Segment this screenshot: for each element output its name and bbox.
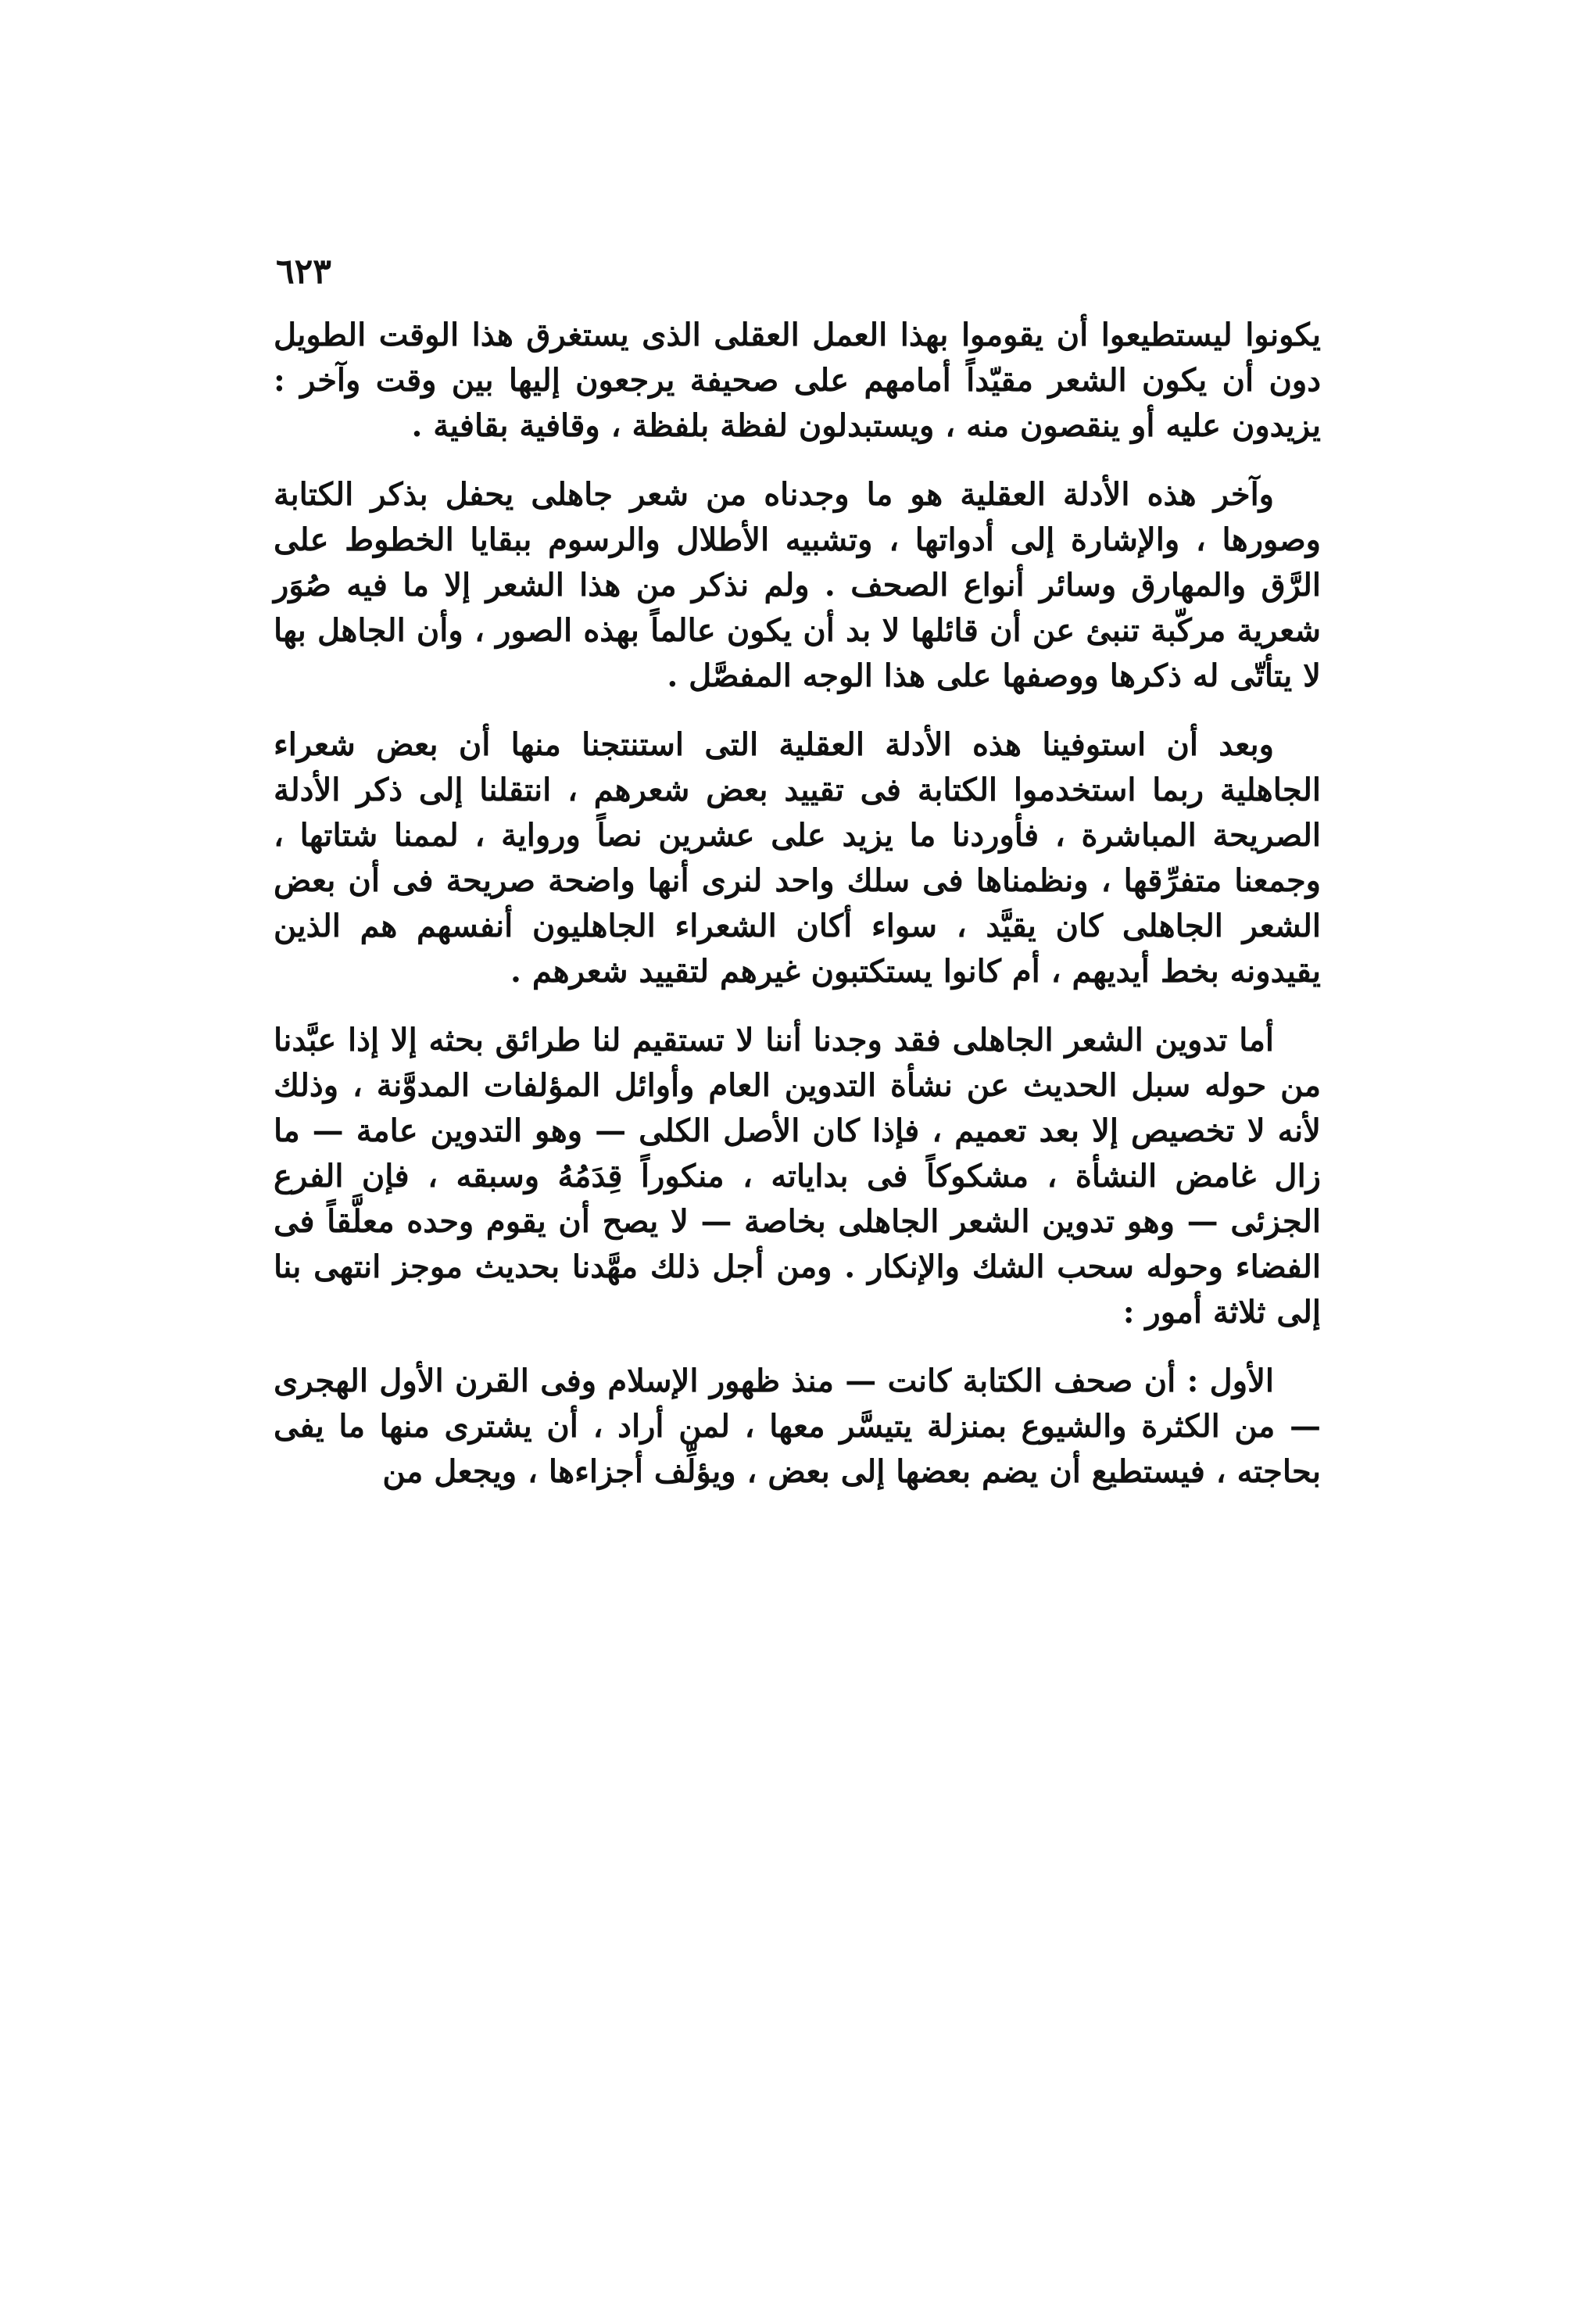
paragraph: أما تدوين الشعر الجاهلى فقد وجدنا أننا لا تستقيم لنا طرائق بحثه إلا إذا عبَّدنا من حوله سبل الحديث عن نشأة التدوين العام وأوائل المؤلفات المدوَّنة ، وذلك لأنه لا تخصيص إلا بعد تعميم ، فإذا كان الأصل الكلى — وهو التدوين عامة — ما زال غامض النشأة ، مشكوكاً فى بداياته ، منكوراً قِدَمُهُ وسبقه ، فإن الفرع الجزئى — وهو تدوين الشعر الجاهلى بخاصة — لا يصح أن يقوم وحده معلَّقاً فى الفضاء وحوله سحب الشك والإنكار . ومن أجل ذلك مهَّدنا بحديث موجز انتهى بنا إلى ثلاثة أمور : <box>274 1022 1321 1331</box>
page-number: ٦٢٣ <box>276 252 331 292</box>
paragraph: وآخر هذه الأدلة العقلية هو ما وجدناه من شعر جاهلى يحفل بذكر الكتابة وصورها ، والإشارة إلى أدواتها ، وتشبيه الأطلال والرسوم ببقايا الخطوط على الرَّق والمهارق وسائر أنواع الصحف . ولم نذكر من هذا الشعر إلا ما فيه صُوَر شعرية مركّبة تنبئ عن أن قائلها لا بد أن يكون عالماً بهذه الصور ، وأن الجاهل بها لا يتأتّى له ذكرها ووصفها على هذا الوجه المفصَّل . <box>274 476 1321 694</box>
paragraph: يكونوا ليستطيعوا أن يقوموا بهذا العمل العقلى الذى يستغرق هذا الوقت الطويل دون أن يكون الشعر مقيّداً أمامهم على صحيفة يرجعون إليها بين وقت وآخر : يزيدون عليه أو ينقصون منه ، ويستبدلون لفظة بلفظة ، وقافية بقافية . <box>274 317 1322 444</box>
paragraph: وبعد أن استوفينا هذه الأدلة العقلية التى استنتجنا منها أن بعض شعراء الجاهلية ربما استخدموا الكتابة فى تقييد بعض شعرهم ، انتقلنا إلى ذكر الأدلة الصريحة المباشرة ، فأوردنا ما يزيد على عشرين نصاً ورواية ، لممنا شتاتها ، وجمعنا متفرِّقها ، ونظمناها فى سلك واحد لنرى أنها واضحة صريحة فى أن بعض الشعر الجاهلى كان يقيَّد ، سواء أكان الشعراء الجاهليون أنفسهم هم الذين يقيدونه بخط أيديهم ، أم كانوا يستكتبون غيرهم لتقييد شعرهم . <box>274 726 1321 990</box>
paragraph: الأول : أن صحف الكتابة كانت — منذ ظهور الإسلام وفى القرن الأول الهجرى — من الكثرة والشيوع بمنزلة يتيسَّر معها ، لمن أراد ، أن يشترى منها ما يفى بحاجته ، فيستطيع أن يضم بعضها إلى بعض ، ويؤلِّف أجزاءها ، ويجعل من <box>274 1363 1321 1490</box>
body-text <box>274 313 1321 1518</box>
